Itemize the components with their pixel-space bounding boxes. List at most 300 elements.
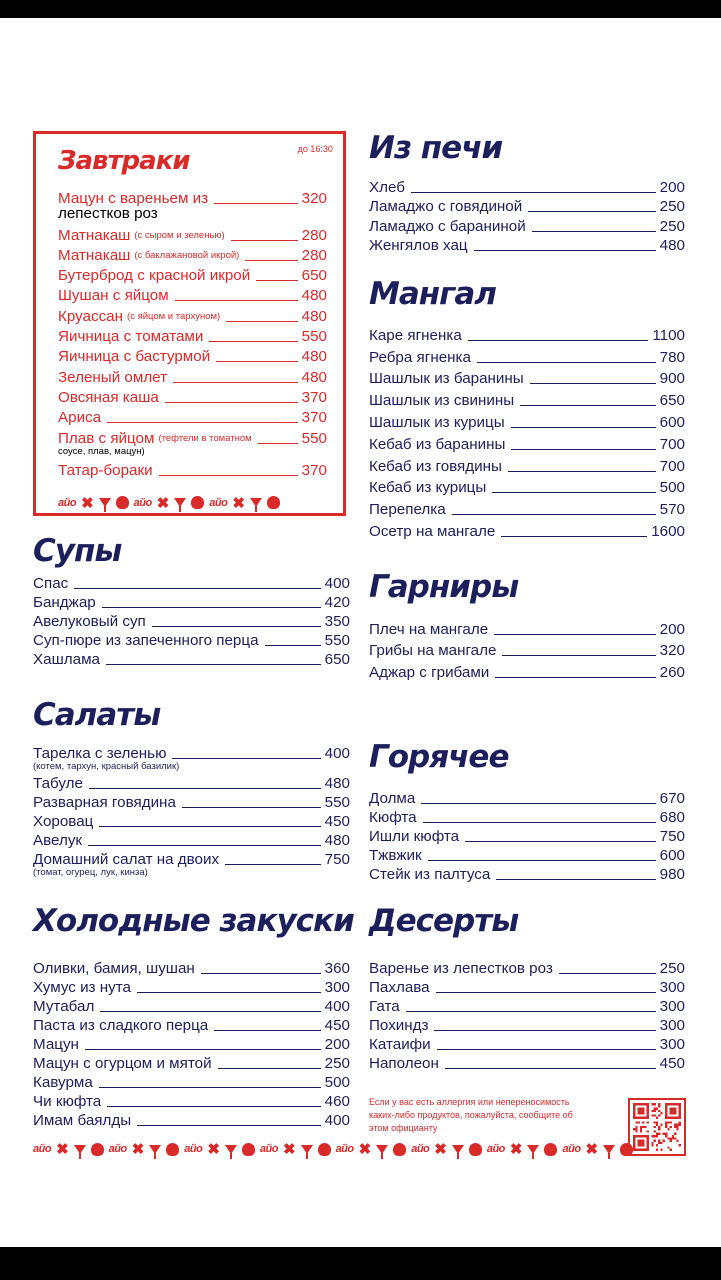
pomegranate-icon [242, 1143, 255, 1156]
menu-item [369, 865, 685, 884]
leader-line [214, 1030, 320, 1031]
leader-line [265, 645, 321, 646]
salads-header [33, 698, 350, 744]
menu-item [369, 236, 685, 256]
item-price: 780 [659, 348, 685, 366]
allergy-note: Если у вас есть аллергия или непереносимость каких-либо продуктов, пожалуйста, сообщите об этом официанту [369, 1097, 573, 1133]
menu-item [369, 1054, 685, 1073]
item-price: 480 [301, 307, 327, 325]
leader-line [175, 300, 298, 301]
item-name: Похиндз [369, 1017, 429, 1034]
item-price: 480 [659, 237, 685, 254]
desserts-section [369, 904, 685, 1073]
item-price: 600 [659, 413, 685, 431]
item-price: 1600 [651, 522, 685, 540]
item-name: Чи кюфта [33, 1093, 102, 1110]
item-name: Ламаджо с говядиной [369, 198, 523, 215]
pomegranate-icon [191, 496, 204, 509]
leader-line [421, 803, 655, 804]
item-price: 370 [301, 388, 327, 406]
glass-icon [225, 1145, 237, 1154]
ornament-word: айо [58, 496, 77, 509]
cross-icon: ✖ [585, 1141, 599, 1158]
leader-line [226, 321, 297, 322]
sides-header [369, 570, 685, 617]
menu-item [369, 808, 685, 827]
leader-line [452, 514, 656, 515]
cross-icon: ✖ [156, 494, 170, 512]
item-name: Разварная говядина [33, 794, 176, 811]
menu-item [33, 978, 350, 997]
item-price: 500 [324, 1074, 350, 1091]
item-name: Варенье из лепестков роз [369, 960, 553, 977]
item-name: Банджар [33, 594, 96, 611]
menu-item [58, 245, 327, 265]
leader-line [107, 1106, 320, 1107]
item-price: 200 [659, 620, 685, 638]
leader-line [511, 427, 656, 428]
oven-section [369, 131, 685, 255]
item-name: Гата [369, 998, 400, 1015]
item-name: Мацун [33, 1036, 79, 1053]
menu-item [58, 265, 327, 285]
menu-item [33, 612, 350, 631]
leader-line [465, 841, 656, 842]
item-name: Татар-бораки [58, 461, 153, 479]
item-name: Долма [369, 790, 416, 807]
menu-item [58, 387, 327, 407]
desserts-title: Десерты [369, 903, 519, 939]
menu-item [369, 1035, 685, 1054]
menu-item [58, 326, 327, 346]
item-name: Бутерброд с красной икрой [58, 267, 251, 285]
salads-list [33, 744, 350, 878]
leader-line [216, 361, 297, 362]
item-note: (тефтели в томатном [158, 432, 252, 444]
item-name: Зеленый омлет [58, 368, 168, 386]
item-price: 550 [301, 429, 327, 447]
menu-item [369, 216, 685, 236]
item-price: 400 [324, 1112, 350, 1129]
item-name: Хашлама [33, 651, 100, 668]
oven-title: Из печи [369, 130, 503, 166]
item-name: Каре ягненка [369, 326, 462, 344]
item-name: Плав с яйцом [58, 429, 155, 447]
item-name: Шушан с яйцом [58, 287, 169, 305]
item-name: Круассан [58, 307, 124, 325]
glass-icon [250, 498, 262, 507]
menu-item [369, 959, 685, 978]
glass-icon [74, 1145, 86, 1154]
item-price: 980 [659, 866, 685, 883]
leader-line [502, 655, 655, 656]
soups-list [33, 574, 350, 669]
leader-line [107, 422, 298, 423]
glass-icon [527, 1145, 539, 1154]
menu-item [33, 574, 350, 593]
item-name: Авелуковый суп [33, 613, 146, 630]
cross-icon: ✖ [56, 1141, 69, 1158]
leader-line [528, 211, 655, 212]
leader-line [256, 280, 297, 281]
leader-line [89, 788, 321, 789]
glass-icon [99, 498, 111, 507]
item-price: 280 [301, 246, 327, 264]
item-name: Аджар с грибами [369, 663, 490, 681]
item-name: Ариса [58, 409, 102, 427]
leader-line [99, 1087, 321, 1088]
leader-line [437, 1049, 656, 1050]
leader-line [152, 626, 321, 627]
item-price: 480 [301, 287, 327, 305]
sides-section [369, 570, 685, 682]
desserts-header [369, 904, 685, 959]
item-name: Матнакаш [58, 226, 131, 244]
hot-section [369, 740, 685, 884]
item-name: Матнакаш [58, 246, 131, 264]
pomegranate-icon [620, 1143, 633, 1156]
grill-title: Мангал [369, 276, 497, 312]
leader-line [214, 203, 298, 204]
leader-line [159, 475, 298, 476]
item-price: 250 [659, 960, 685, 977]
hot-list [369, 789, 685, 884]
item-price: 600 [659, 847, 685, 864]
grill-header [369, 277, 685, 323]
leader-line [474, 250, 656, 251]
leader-line [173, 382, 298, 383]
leader-line [508, 471, 656, 472]
item-name: Женгялов хац [369, 237, 468, 254]
item-price: 250 [659, 217, 685, 235]
item-price: 400 [324, 745, 350, 762]
menu-item [58, 305, 327, 325]
item-name: Хумус из нута [33, 979, 131, 996]
glass-icon [452, 1145, 464, 1154]
leader-line [445, 1068, 656, 1069]
item-price: 370 [301, 409, 327, 427]
menu-item [33, 1035, 350, 1054]
ornament-word: айо [562, 1143, 581, 1155]
menu-item [369, 177, 685, 197]
pomegranate-icon [544, 1143, 557, 1156]
leader-line [520, 405, 655, 406]
item-name: Наполеон [369, 1055, 439, 1072]
cross-icon: ✖ [207, 1141, 220, 1158]
qr-code-icon[interactable] [628, 1098, 686, 1156]
item-name: Домашний салат на двоих [33, 851, 220, 868]
item-name: Плеч на мангале [369, 620, 489, 638]
item-price: 480 [324, 832, 350, 849]
leader-line [88, 845, 321, 846]
breakfast-section [33, 131, 346, 516]
menu-page [0, 18, 721, 1247]
menu-item [33, 793, 350, 812]
leader-line [492, 492, 655, 493]
glass-icon [603, 1145, 615, 1154]
item-price: 650 [301, 267, 327, 285]
glass-icon [149, 1145, 161, 1154]
ornament-word: айо [209, 496, 228, 509]
leader-line [245, 260, 297, 261]
soups-title: Супы [33, 533, 122, 569]
cold-title: Холодные закуски [33, 903, 354, 939]
item-note-cont: соусе, плав, мацун) [58, 445, 145, 457]
item-price: 900 [659, 370, 685, 388]
item-name: Кебаб из курицы [369, 479, 487, 497]
leader-line [172, 758, 320, 759]
menu-item [33, 593, 350, 612]
item-price: 570 [659, 501, 685, 519]
item-price: 400 [324, 998, 350, 1015]
pomegranate-icon [91, 1143, 104, 1156]
item-price: 200 [324, 1036, 350, 1053]
item-price: 480 [301, 348, 327, 366]
item-price: 400 [324, 575, 350, 592]
item-price: 200 [659, 178, 685, 196]
item-name: Паста из сладкого перца [33, 1017, 209, 1034]
menu-item [369, 997, 685, 1016]
leader-line [532, 231, 656, 232]
leader-line [406, 1011, 656, 1012]
breakfast-subtitle: до 16:30 [297, 144, 333, 154]
menu-item [369, 660, 685, 682]
ornament-word: айо [335, 1143, 354, 1155]
menu-item [369, 345, 685, 367]
item-name: Имам баялды [33, 1112, 132, 1129]
leader-line [258, 443, 298, 444]
leader-line [74, 588, 320, 589]
menu-item [33, 959, 350, 978]
item-name: Перепелка [369, 501, 446, 519]
menu-item [369, 432, 685, 454]
pomegranate-icon [166, 1143, 179, 1156]
menu-item [58, 460, 327, 480]
ornament-word: айо [259, 1143, 278, 1155]
item-price: 300 [659, 1036, 685, 1053]
leader-line [495, 677, 655, 678]
breakfast-header [58, 144, 333, 180]
item-price: 250 [659, 198, 685, 215]
leader-line [434, 1030, 655, 1031]
grill-section [369, 277, 685, 541]
leader-line [559, 973, 656, 974]
menu-item [33, 812, 350, 831]
item-price: 320 [301, 190, 327, 208]
menu-item [369, 388, 685, 410]
menu-item [58, 407, 327, 427]
pomegranate-icon [469, 1143, 482, 1156]
item-price: 300 [324, 979, 350, 996]
item-price: 370 [301, 461, 327, 479]
item-name: Шашлык из баранины [369, 370, 524, 388]
menu-item [369, 323, 685, 345]
item-name: Спас [33, 575, 69, 592]
leader-line [209, 341, 297, 342]
hot-title: Горячее [369, 739, 509, 775]
ornament-word: айо [108, 1143, 127, 1155]
pomegranate-icon [393, 1143, 406, 1156]
menu-item [33, 1111, 350, 1130]
cold-section [33, 903, 354, 1130]
menu-item [369, 846, 685, 865]
item-price: 350 [324, 613, 350, 630]
item-price: 420 [324, 594, 350, 611]
item-name: Грибы на мангале [369, 642, 497, 659]
soups-section [33, 534, 350, 669]
item-name: Шашлык из курицы [369, 413, 505, 431]
item-price: 280 [301, 226, 327, 244]
item-name: Катаифи [369, 1036, 431, 1053]
leader-line [530, 383, 656, 384]
menu-item [33, 774, 350, 793]
item-name: Ламаджо с бараниной [369, 217, 526, 235]
menu-item [369, 197, 685, 217]
menu-item [33, 997, 350, 1016]
leader-line [511, 449, 655, 450]
item-price: 480 [324, 775, 350, 792]
cold-list [33, 959, 350, 1130]
menu-item [369, 454, 685, 476]
menu-item [58, 285, 327, 305]
item-price: 700 [659, 457, 685, 475]
item-note: (с сыром и зеленью) [134, 229, 225, 241]
menu-item [369, 978, 685, 997]
item-name: Мацун с огурцом и мятой [33, 1055, 212, 1072]
leader-line [106, 664, 321, 665]
cross-icon: ✖ [358, 1141, 372, 1158]
ornament-word: айо [184, 1143, 203, 1155]
ornament-row [58, 494, 327, 512]
item-price: 460 [324, 1093, 350, 1110]
menu-item [33, 650, 350, 669]
item-description: (котем, тархун, красный базилик) [33, 761, 180, 772]
menu-item [58, 224, 327, 244]
leader-line [100, 1011, 320, 1012]
leader-line [201, 973, 321, 974]
salads-section [33, 698, 350, 880]
ornament-word: айо [486, 1143, 505, 1155]
leader-line [428, 860, 656, 861]
menu-item [58, 346, 327, 366]
glass-icon [376, 1145, 388, 1154]
sides-list [369, 617, 685, 682]
item-name: Суп-пюре из запеченного перца [33, 632, 259, 649]
pomegranate-icon [116, 496, 129, 509]
item-price: 250 [324, 1055, 350, 1072]
breakfast-title: Завтраки [58, 146, 190, 176]
item-price: 650 [659, 392, 685, 410]
cold-header [33, 903, 354, 959]
item-name: Тжвжик [369, 847, 422, 864]
leader-line [436, 992, 656, 993]
item-name: Овсяная каша [58, 388, 159, 406]
leader-line [477, 362, 656, 363]
menu-item [369, 367, 685, 389]
pomegranate-icon [267, 496, 280, 509]
item-description: (томат, огурец, лук, кинза) [33, 867, 148, 878]
item-price: 320 [659, 642, 685, 659]
glass-icon [301, 1145, 313, 1154]
item-name: Кюфта [369, 809, 417, 826]
item-name: Кавурма [33, 1074, 93, 1091]
menu-item [58, 366, 327, 386]
item-name: Ишли кюфта [369, 828, 460, 845]
item-name: Кебаб из баранины [369, 435, 506, 453]
item-price: 300 [659, 998, 685, 1015]
leader-line [423, 822, 656, 823]
hot-header [369, 740, 685, 789]
menu-item [33, 831, 350, 850]
item-name: Ребра ягненка [369, 348, 471, 366]
menu-item [33, 631, 350, 650]
item-name: Мутабал [33, 998, 95, 1015]
item-name: Табуле [33, 775, 83, 792]
item-name: Тарелка с зеленью [33, 745, 167, 762]
item-price: 450 [659, 1055, 685, 1072]
ornament-footer [33, 1140, 633, 1158]
item-price: 550 [324, 632, 350, 649]
item-price: 260 [659, 663, 685, 681]
item-name: Хоровац [33, 813, 94, 830]
menu-item [369, 1016, 685, 1035]
item-price: 1100 [652, 326, 685, 344]
ornament-word: айо [411, 1143, 430, 1155]
ornament-word: айо [33, 1143, 52, 1155]
item-price: 550 [301, 328, 327, 346]
oven-list [369, 177, 685, 255]
pomegranate-icon [318, 1143, 331, 1156]
leader-line [468, 340, 649, 341]
sides-title: Гарниры [369, 569, 519, 605]
grill-list [369, 323, 685, 541]
leader-line [137, 992, 321, 993]
cross-icon: ✖ [282, 1141, 296, 1158]
item-price: 500 [659, 479, 685, 497]
item-name: Мацун с вареньем из [58, 190, 209, 208]
item-price: 300 [659, 979, 685, 996]
menu-item [33, 1073, 350, 1092]
item-name: Пахлава [369, 979, 430, 996]
menu-item [33, 1092, 350, 1111]
leader-line [102, 607, 321, 608]
item-price: 450 [324, 1017, 350, 1034]
ornament-word: айо [133, 496, 152, 509]
item-name: Шашлык из свинины [369, 392, 515, 410]
salads-title: Салаты [33, 697, 161, 733]
item-name: Осетр на мангале [369, 522, 496, 540]
leader-line [501, 536, 647, 537]
item-name: Стейк из палтуса [369, 866, 491, 883]
leader-line [165, 402, 298, 403]
item-price: 480 [301, 368, 327, 386]
item-name: Яичница с томатами [58, 328, 204, 346]
menu-item [369, 410, 685, 432]
menu-item [369, 519, 685, 541]
leader-line [496, 879, 655, 880]
soups-header [33, 534, 350, 574]
item-price: 670 [659, 790, 685, 807]
item-name: Оливки, бамия, шушан [33, 960, 195, 977]
menu-item [369, 497, 685, 519]
menu-item [369, 617, 685, 639]
oven-header [369, 131, 685, 177]
item-price: 300 [659, 1017, 685, 1034]
cross-icon: ✖ [509, 1141, 523, 1158]
leader-line [231, 240, 298, 241]
item-name: Кебаб из говядины [369, 457, 502, 475]
item-name: Авелук [33, 832, 83, 849]
